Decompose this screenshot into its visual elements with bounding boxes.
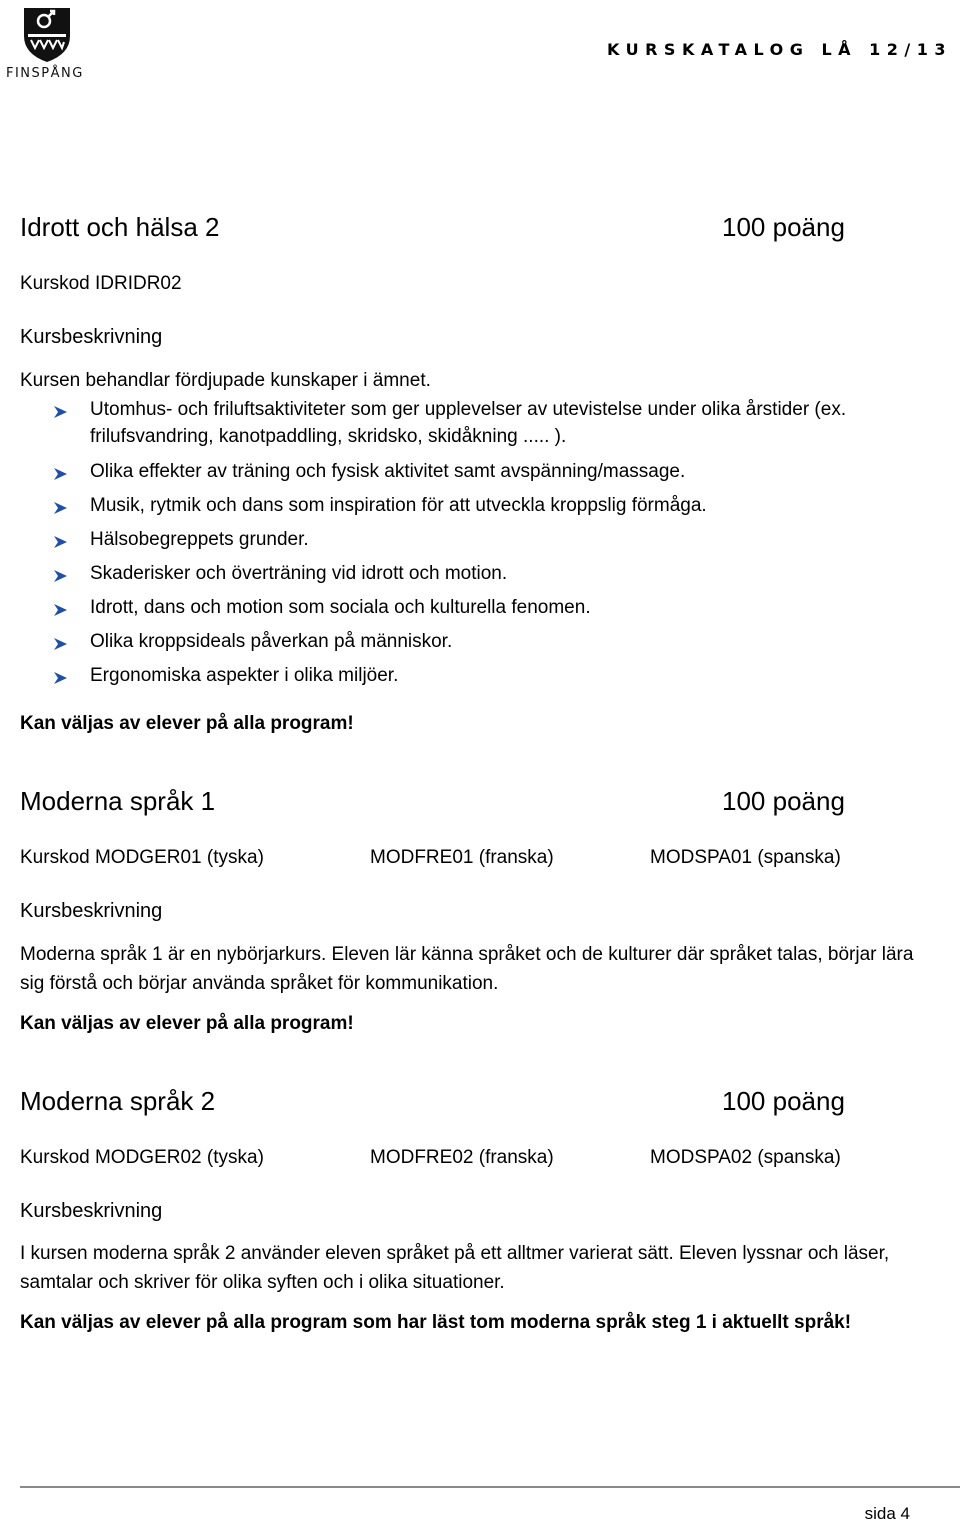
program-note: Kan väljas av elever på alla program!: [20, 713, 354, 734]
bullet-item: Hälsobegreppets grunder.: [90, 529, 309, 550]
course-title: Moderna språk 1: [20, 786, 216, 816]
course-code-french: MODFRE02 (franska): [370, 1147, 554, 1168]
description-label: Kursbeskrivning: [20, 326, 163, 348]
program-note: Kan väljas av elever på alla program som har läst tom moderna språk steg 1 i aktuellt språk!: [20, 1312, 852, 1333]
arrow-bullet-icon: [54, 468, 67, 480]
course-points: 100 poäng: [722, 212, 845, 242]
footer-divider: [20, 1486, 960, 1488]
bullet-item: Utomhus- och friluftsaktiviteter som ger upplevelser av utevistelse under olika årstider (ex. frilufsvandring, kanotpaddling, skridsko, skidåkning ..... ).: [90, 399, 847, 447]
arrow-bullet-icon: [54, 406, 67, 418]
course-description: Moderna språk 1 är en nybörjarkurs. Eleven lär känna språket och de kulturer där språket talas, börjar lära sig förstå och börjar använda språket för kommunikation.: [20, 944, 914, 994]
bullet-item: Musik, rytmik och dans som inspiration för att utveckla kroppslig förmåga.: [90, 495, 707, 516]
course-code-german: Kurskod MODGER02 (tyska): [20, 1147, 264, 1168]
program-note: Kan väljas av elever på alla program!: [20, 1013, 354, 1034]
bullet-item: Skaderisker och överträning vid idrott och motion.: [90, 563, 508, 584]
arrow-bullet-icon: [54, 672, 67, 684]
finspang-logo: [4, 4, 90, 80]
arrow-bullet-icon: [54, 638, 67, 650]
course-description: I kursen moderna språk 2 använder eleven språket på ett alltmer varierat sätt. Eleven lyssnar och läser, samtalar och skriver för olika syften och i olika situationer.: [20, 1243, 890, 1293]
course-title: Idrott och hälsa 2: [20, 212, 220, 242]
course-code-spanish: MODSPA01 (spanska): [650, 847, 841, 868]
course-code: Kurskod IDRIDR02: [20, 273, 182, 294]
course-code-spanish: MODSPA02 (spanska): [650, 1147, 841, 1168]
arrow-bullet-icon: [54, 536, 67, 548]
coat-of-arms-icon: [4, 4, 90, 64]
description-label: Kursbeskrivning: [20, 1200, 163, 1222]
course-intro: Kursen behandlar fördjupade kunskaper i ämnet.: [20, 370, 431, 391]
bullet-item: Idrott, dans och motion som sociala och kulturella fenomen.: [90, 597, 591, 618]
course-code-french: MODFRE01 (franska): [370, 847, 554, 868]
bullet-item: Olika effekter av träning och fysisk aktivitet samt avspänning/massage.: [90, 461, 686, 482]
bullet-item: Olika kroppsideals påverkan på människor.: [90, 631, 453, 652]
arrow-bullet-icon: [54, 604, 67, 616]
logo-text: FINSPÅNG: [6, 66, 84, 81]
description-label: Kursbeskrivning: [20, 900, 163, 922]
arrow-bullet-icon: [54, 502, 67, 514]
course-title: Moderna språk 2: [20, 1086, 216, 1116]
bullet-item: Ergonomiska aspekter i olika miljöer.: [90, 665, 399, 686]
catalog-title: KURSKATALOG LÅ 12/13: [607, 40, 952, 59]
page-number: sida 4: [864, 1504, 910, 1523]
course-code-german: Kurskod MODGER01 (tyska): [20, 847, 264, 868]
course-points: 100 poäng: [722, 786, 845, 816]
course-points: 100 poäng: [722, 1086, 845, 1116]
arrow-bullet-icon: [54, 570, 67, 582]
